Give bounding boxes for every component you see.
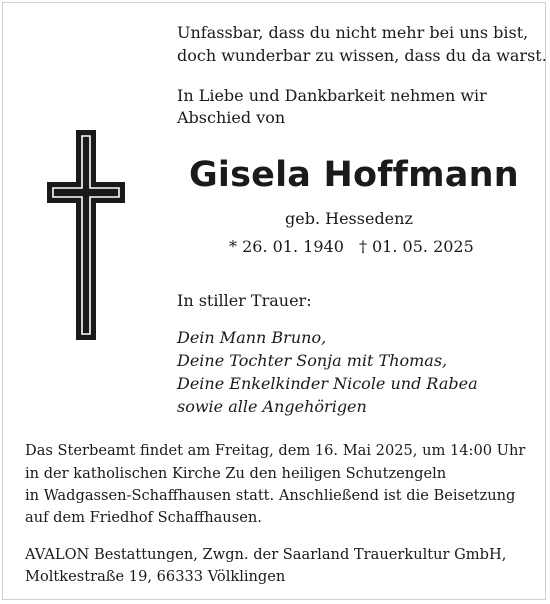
service-line: Das Sterbeamt findet am Freitag, dem 16. Mai 2025, um 14:00 Uhr xyxy=(25,442,526,459)
latin-cross-icon xyxy=(47,130,125,340)
funeral-home-line-1: AVALON Bestattungen, Zwgn. der Saarland Trauerkultur GmbH, xyxy=(25,546,507,563)
service-line: in Wadgassen-Schaffhausen statt. Anschließend ist die Beisetzung xyxy=(25,487,516,504)
intro-line-1: In Liebe und Dankbarkeit nehmen wir xyxy=(177,86,487,105)
birth-date: * 26. 01. 1940 xyxy=(229,237,344,256)
intro-line-2: Abschied von xyxy=(177,108,286,127)
mourner-line: sowie alle Angehörigen xyxy=(177,397,367,416)
mourners-heading: In stiller Trauer: xyxy=(177,291,312,310)
funeral-home-line-2: Moltkestraße 19, 66333 Völklingen xyxy=(25,568,286,585)
mourner-line: Deine Enkelkinder Nicole und Rabea xyxy=(177,374,478,393)
service-line: in der katholischen Kirche Zu den heiligen Schutzengeln xyxy=(25,465,447,482)
deceased-name: Gisela Hoffmann xyxy=(189,155,519,195)
service-line: auf dem Friedhof Schaffhausen. xyxy=(25,509,262,526)
motto-line-1: Unfassbar, dass du nicht mehr bei uns bist, xyxy=(177,23,529,42)
dagger-icon: † xyxy=(359,237,367,256)
obituary-card xyxy=(2,2,546,600)
death-date: 01. 05. 2025 xyxy=(372,237,474,256)
mourner-line: Deine Tochter Sonja mit Thomas, xyxy=(177,351,448,370)
maiden-name: geb. Hessedenz xyxy=(285,209,413,228)
mourner-line: Dein Mann Bruno, xyxy=(177,328,327,347)
motto-line-2: doch wunderbar zu wissen, dass du da warst. xyxy=(177,46,547,65)
